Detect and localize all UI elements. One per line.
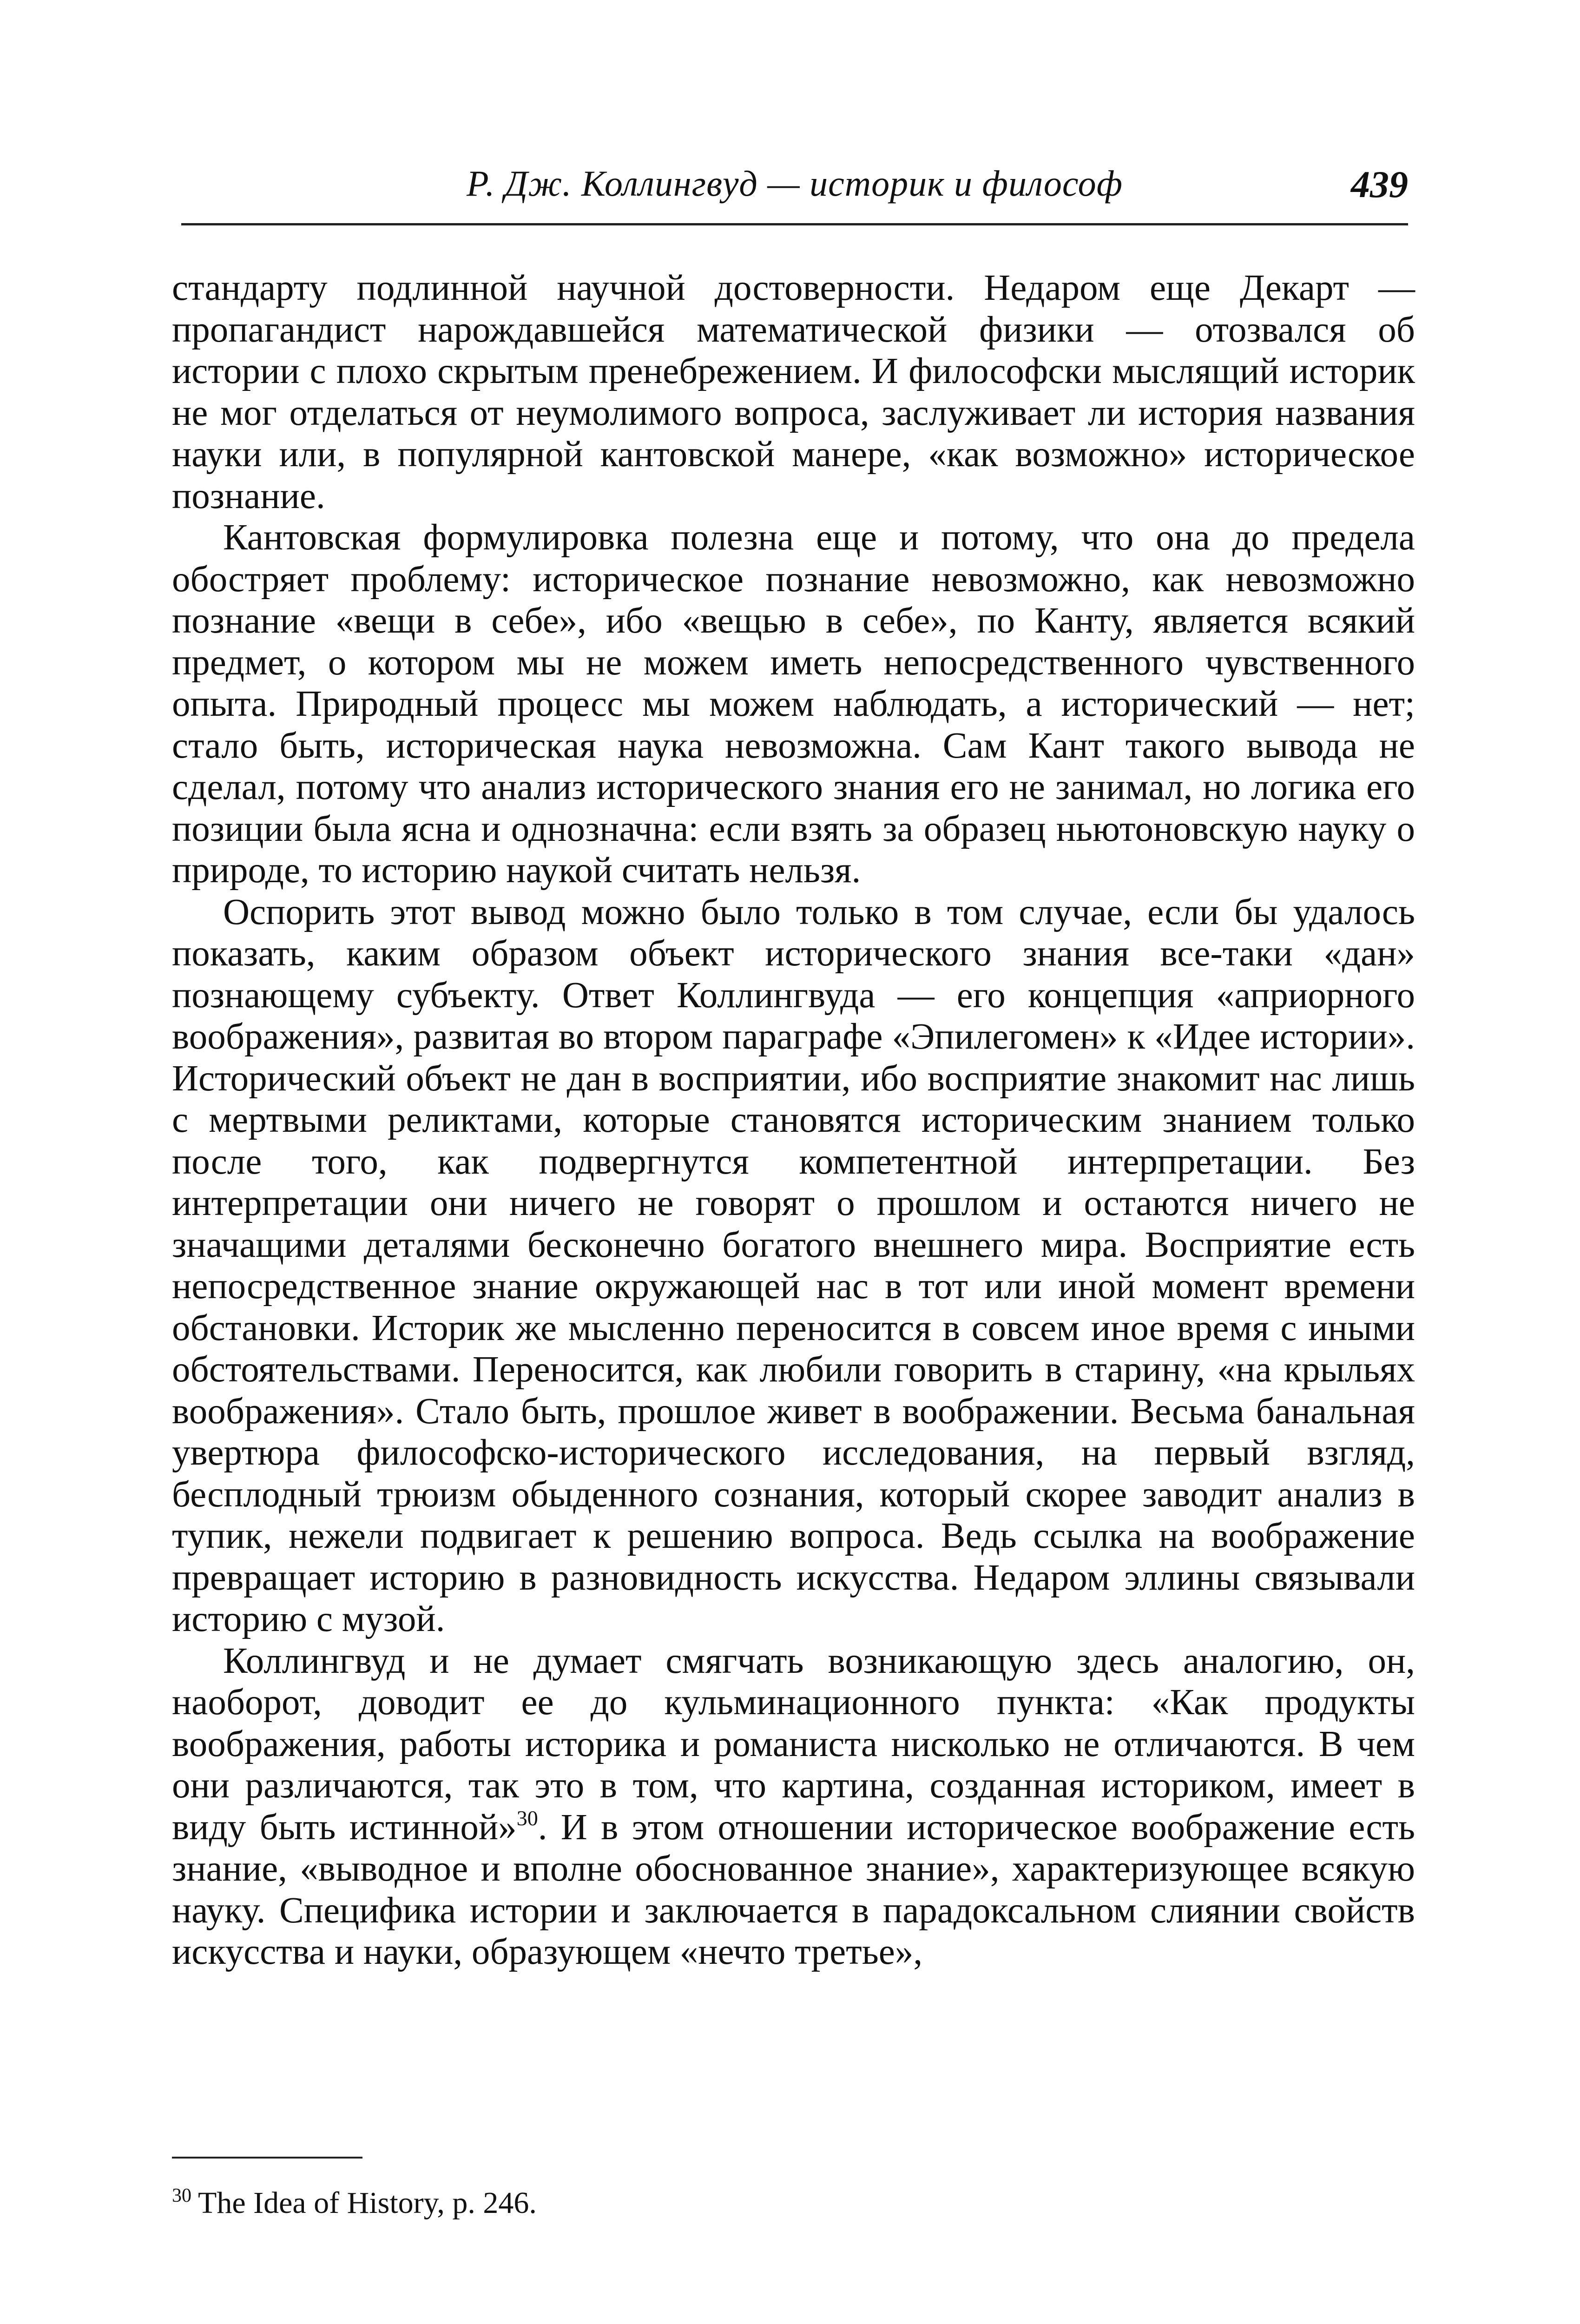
paragraph-imagination: Оспорить этот вывод можно было только в том случае, если бы удалось показать, каким образом объект исторического знания все-таки «дан» познающему субъекту. Ответ Коллингвуда — его концепция «априорного воображения», развитая во втором параграфе «Эпилегомен» к «Идее истории». Исторический объект не дан в восприятии, ибо восприятие знакомит нас лишь с мертвыми реликтами, которые становятся историческим знанием только после того, как подвергнутся компетентной интерпретации. Без интерпретации они ничего не говорят о прошлом и остаются ничего не значащими деталями бесконечно богатого внешнего мира. Восприятие есть непосредственное знание окружающей нас в тот или иной момент времени обстановки. Историк же мысленно переносится в совсем иное время с иными обстоятельствами. Переносится, как любили говорить в старину, «на крыльях воображения». Стало быть, прошлое живет в воображении. Весьма банальная увертюра философско-исторического исследования, на первый взгляд, бесплодный трюизм обыденного сознания, который скорее заводит анализ в тупик, нежели подвигает к решению вопроса. Ведь ссылка на воображение превращает историю в разновидность искусства. Недаром эллины связывали историю с музой. [172, 891, 1415, 1639]
paragraph-text-before-ref: Коллингвуд и не думает смягчать возникающую здесь аналогию, он, наоборот, доводит ее до кульминационного пункта: «Как продукты воображения, работы историка и романиста нисколько не отличаются. В чем они различаются, так это в том, что картина, созданная историком, имеет в виду быть истинной» [172, 1640, 1415, 1848]
paragraph-text-after-ref: . И в этом отношении историческое воображение есть знание, «выводное и вполне обоснованное знание», характеризующее всякую науку. Специфика истории и заключается в парадоксальном слиянии свойств искусства и науки, образующем «нечто третье», [172, 1807, 1415, 1972]
body-text [172, 267, 1415, 1973]
paragraph-collingwood [172, 1640, 1415, 1973]
running-head [181, 163, 1408, 218]
footnote-text: The Idea of History, p. 246. [198, 2186, 537, 2220]
footnote-reference: 30 [516, 1806, 538, 1830]
footnote-rule [172, 2157, 362, 2159]
paragraph-kant: Кантовская формулировка полезна еще и потому, что она до предела обостряет проблему: историческое познание невозможно, как невозможно познание «вещи в себе», ибо «вещью в себе», по Канту, является всякий предмет, о котором мы не можем иметь непосредственного чувственного опыта. Природный процесс мы можем наблюдать, а исторический — нет; стало быть, историческая наука невозможна. Сам Кант такого вывода не сделал, потому что анализ исторического знания его не занимал, но логика его позиции была ясна и однозначна: если взять за образец ньютоновскую науку о природе, то историю наукой считать нельзя. [172, 517, 1415, 891]
footnote [172, 2185, 1101, 2222]
running-title: Р. Дж. Коллингвуд — историк и философ [467, 163, 1123, 204]
page-number: 439 [1351, 163, 1408, 205]
header-rule [181, 223, 1408, 225]
paragraph-continuation: стандарту подлинной научной достоверности. Недаром еще Декарт — пропагандист нарождавшейся математической физики — отозвался об истории с плохо скрытым пренебрежением. И философски мыслящий историк не мог отделаться от неумолимого вопроса, заслуживает ли история названия науки или, в популярной кантовской манере, «как возможно» историческое познание. [172, 268, 1415, 516]
footnote-number: 30 [172, 2185, 191, 2206]
